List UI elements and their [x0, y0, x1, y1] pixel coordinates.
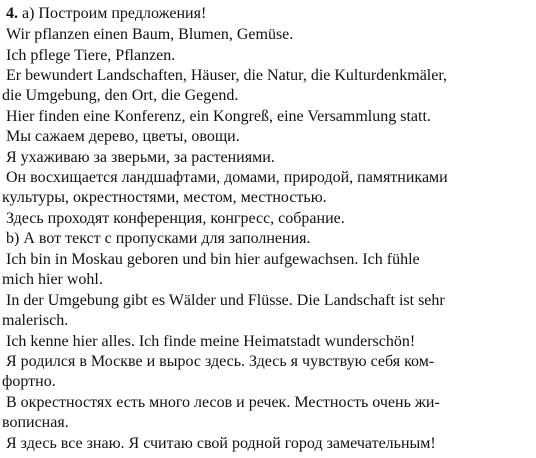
text-line: malerisch.	[2, 312, 69, 329]
exercise-header	[6, 4, 206, 24]
text-line: культуры, окрестностями, местом, местностью.	[2, 189, 327, 206]
text-line: Я родился в Москве и вырос здесь. Здесь я чувствую себя ком-	[6, 353, 435, 370]
text-line: In der Umgebung gibt es Wälder und Flüsse. Die Landschaft ist sehr	[6, 292, 445, 309]
text-line: Здесь проходят конференция, конгресс, собрание.	[6, 210, 345, 227]
text-line: Hier finden eine Konferenz, ein Kongreß, eine Versammlung statt.	[6, 108, 431, 125]
text-line: фортно.	[2, 373, 56, 390]
text-line: die Umgebung, den Ort, die Gegend.	[2, 87, 239, 104]
text-line: Он восхищается ландшафтами, домами, природой, памятниками	[6, 169, 448, 186]
part-b-heading: b) А вот текст с пропусками для заполнения.	[6, 230, 311, 247]
text-line: вописная.	[2, 414, 69, 431]
part-a-heading: а) Построим предложения!	[22, 5, 207, 22]
text-line: Я здесь все знаю. Я считаю свой родной город замечательным!	[6, 435, 436, 452]
text-line: Wir pflanzen einen Baum, Blumen, Gemüse.	[6, 26, 294, 43]
text-line: Ich bin in Moskau geboren und bin hier aufgewachsen. Ich fühle	[6, 251, 420, 268]
text-line: mich hier wohl.	[2, 271, 103, 288]
text-line: Я ухаживаю за зверьми, за растениями.	[6, 149, 275, 166]
text-line: Er bewundert Landschaften, Häuser, die Natur, die Kulturdenkmäler,	[6, 67, 448, 84]
text-line: В окрестностях есть много лесов и речек. Местность очень жи-	[6, 394, 440, 411]
text-line: Ich kenne hier alles. Ich finde meine Heimatstadt wunderschön!	[6, 333, 416, 350]
text-line: Ich pflege Tiere, Pflanzen.	[6, 47, 176, 64]
exercise-number: 4.	[6, 5, 18, 22]
text-line: Мы сажаем дерево, цветы, овощи.	[6, 128, 240, 145]
